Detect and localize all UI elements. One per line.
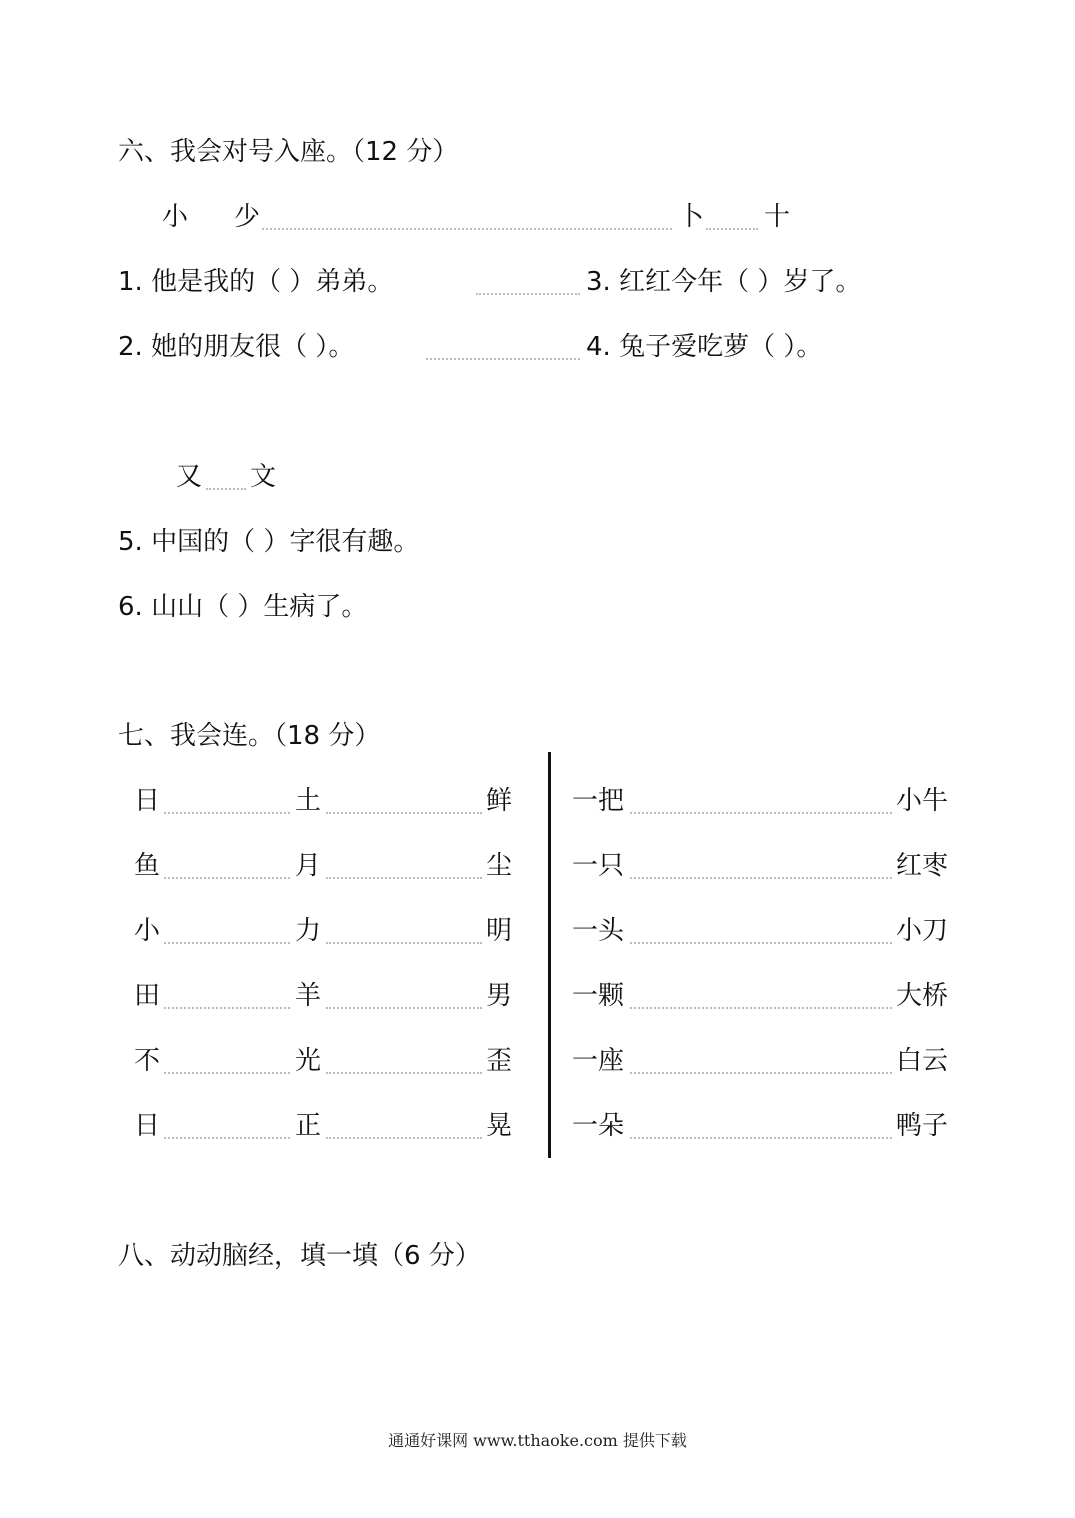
- measure-word: 一头: [572, 916, 625, 946]
- dotted-leader: [706, 228, 758, 230]
- question-4: 4. 兔子爱吃萝（ ）。: [586, 332, 823, 362]
- match-noun: 红枣: [896, 851, 949, 881]
- dotted-leader: [630, 1007, 892, 1009]
- dotted-leader: [326, 812, 482, 814]
- match-noun: 大桥: [896, 981, 949, 1011]
- dotted-leader: [164, 942, 290, 944]
- footer-credit: 通通好课网 www.tthaoke.com 提供下载: [388, 1431, 687, 1450]
- char-option: 又: [176, 462, 203, 492]
- dotted-leader: [326, 1007, 482, 1009]
- match-char: 明: [486, 916, 513, 946]
- measure-word: 一只: [572, 851, 625, 881]
- dotted-leader: [630, 812, 892, 814]
- question-2: 2. 她的朋友很（ ）。: [118, 332, 355, 362]
- char-option: 少: [234, 202, 261, 232]
- question-1: 1. 他是我的（ ）弟弟。: [118, 267, 394, 297]
- dotted-leader: [326, 877, 482, 879]
- dotted-leader: [630, 1137, 892, 1139]
- match-char: 日: [134, 786, 161, 816]
- match-noun: 小牛: [896, 786, 949, 816]
- dotted-leader: [630, 1072, 892, 1074]
- dotted-leader: [164, 812, 290, 814]
- dotted-leader: [206, 488, 246, 490]
- section-6-title: 六、我会对号入座。（12 分）: [118, 137, 459, 167]
- dotted-leader: [164, 1007, 290, 1009]
- match-char: 男: [486, 981, 513, 1011]
- dotted-leader: [630, 942, 892, 944]
- dotted-leader: [426, 358, 580, 360]
- section-8-title: 八、动动脑经，填一填（6 分）: [118, 1241, 481, 1271]
- char-option: 小: [162, 202, 189, 232]
- dotted-leader: [164, 1137, 290, 1139]
- match-char: 光: [295, 1046, 322, 1076]
- match-char: 鲜: [486, 786, 513, 816]
- dotted-leader: [326, 942, 482, 944]
- dotted-leader: [164, 1072, 290, 1074]
- section-7-title: 七、我会连。（18 分）: [118, 721, 381, 751]
- question-6: 6. 山山（ ）生病了。: [118, 592, 368, 622]
- match-noun: 鸭子: [896, 1111, 949, 1141]
- match-char: 土: [295, 786, 322, 816]
- match-noun: 白云: [896, 1046, 949, 1076]
- match-char: 力: [295, 916, 322, 946]
- question-5: 5. 中国的（ ）字很有趣。: [118, 527, 420, 557]
- dotted-leader: [476, 293, 580, 295]
- dotted-leader: [164, 877, 290, 879]
- dotted-leader: [630, 877, 892, 879]
- match-char: 小: [134, 916, 161, 946]
- match-char: 正: [295, 1111, 322, 1141]
- dotted-leader: [326, 1137, 482, 1139]
- match-char: 鱼: [134, 851, 161, 881]
- dotted-leader: [262, 228, 672, 230]
- match-char: 不: [134, 1046, 161, 1076]
- match-char: 月: [295, 851, 322, 881]
- match-char: 尘: [486, 851, 513, 881]
- column-divider: [548, 752, 551, 1158]
- char-option: 卜: [678, 202, 705, 232]
- question-3: 3. 红红今年（ ）岁了。: [586, 267, 862, 297]
- match-char: 羊: [295, 981, 322, 1011]
- match-char: 歪: [486, 1046, 513, 1076]
- match-char: 晃: [486, 1111, 513, 1141]
- char-option: 文: [250, 462, 277, 492]
- measure-word: 一朵: [572, 1111, 625, 1141]
- measure-word: 一颗: [572, 981, 625, 1011]
- match-char: 田: [134, 981, 161, 1011]
- dotted-leader: [326, 1072, 482, 1074]
- match-noun: 小刀: [896, 916, 949, 946]
- measure-word: 一座: [572, 1046, 625, 1076]
- measure-word: 一把: [572, 786, 625, 816]
- match-char: 日: [134, 1111, 161, 1141]
- char-option: 十: [764, 202, 791, 232]
